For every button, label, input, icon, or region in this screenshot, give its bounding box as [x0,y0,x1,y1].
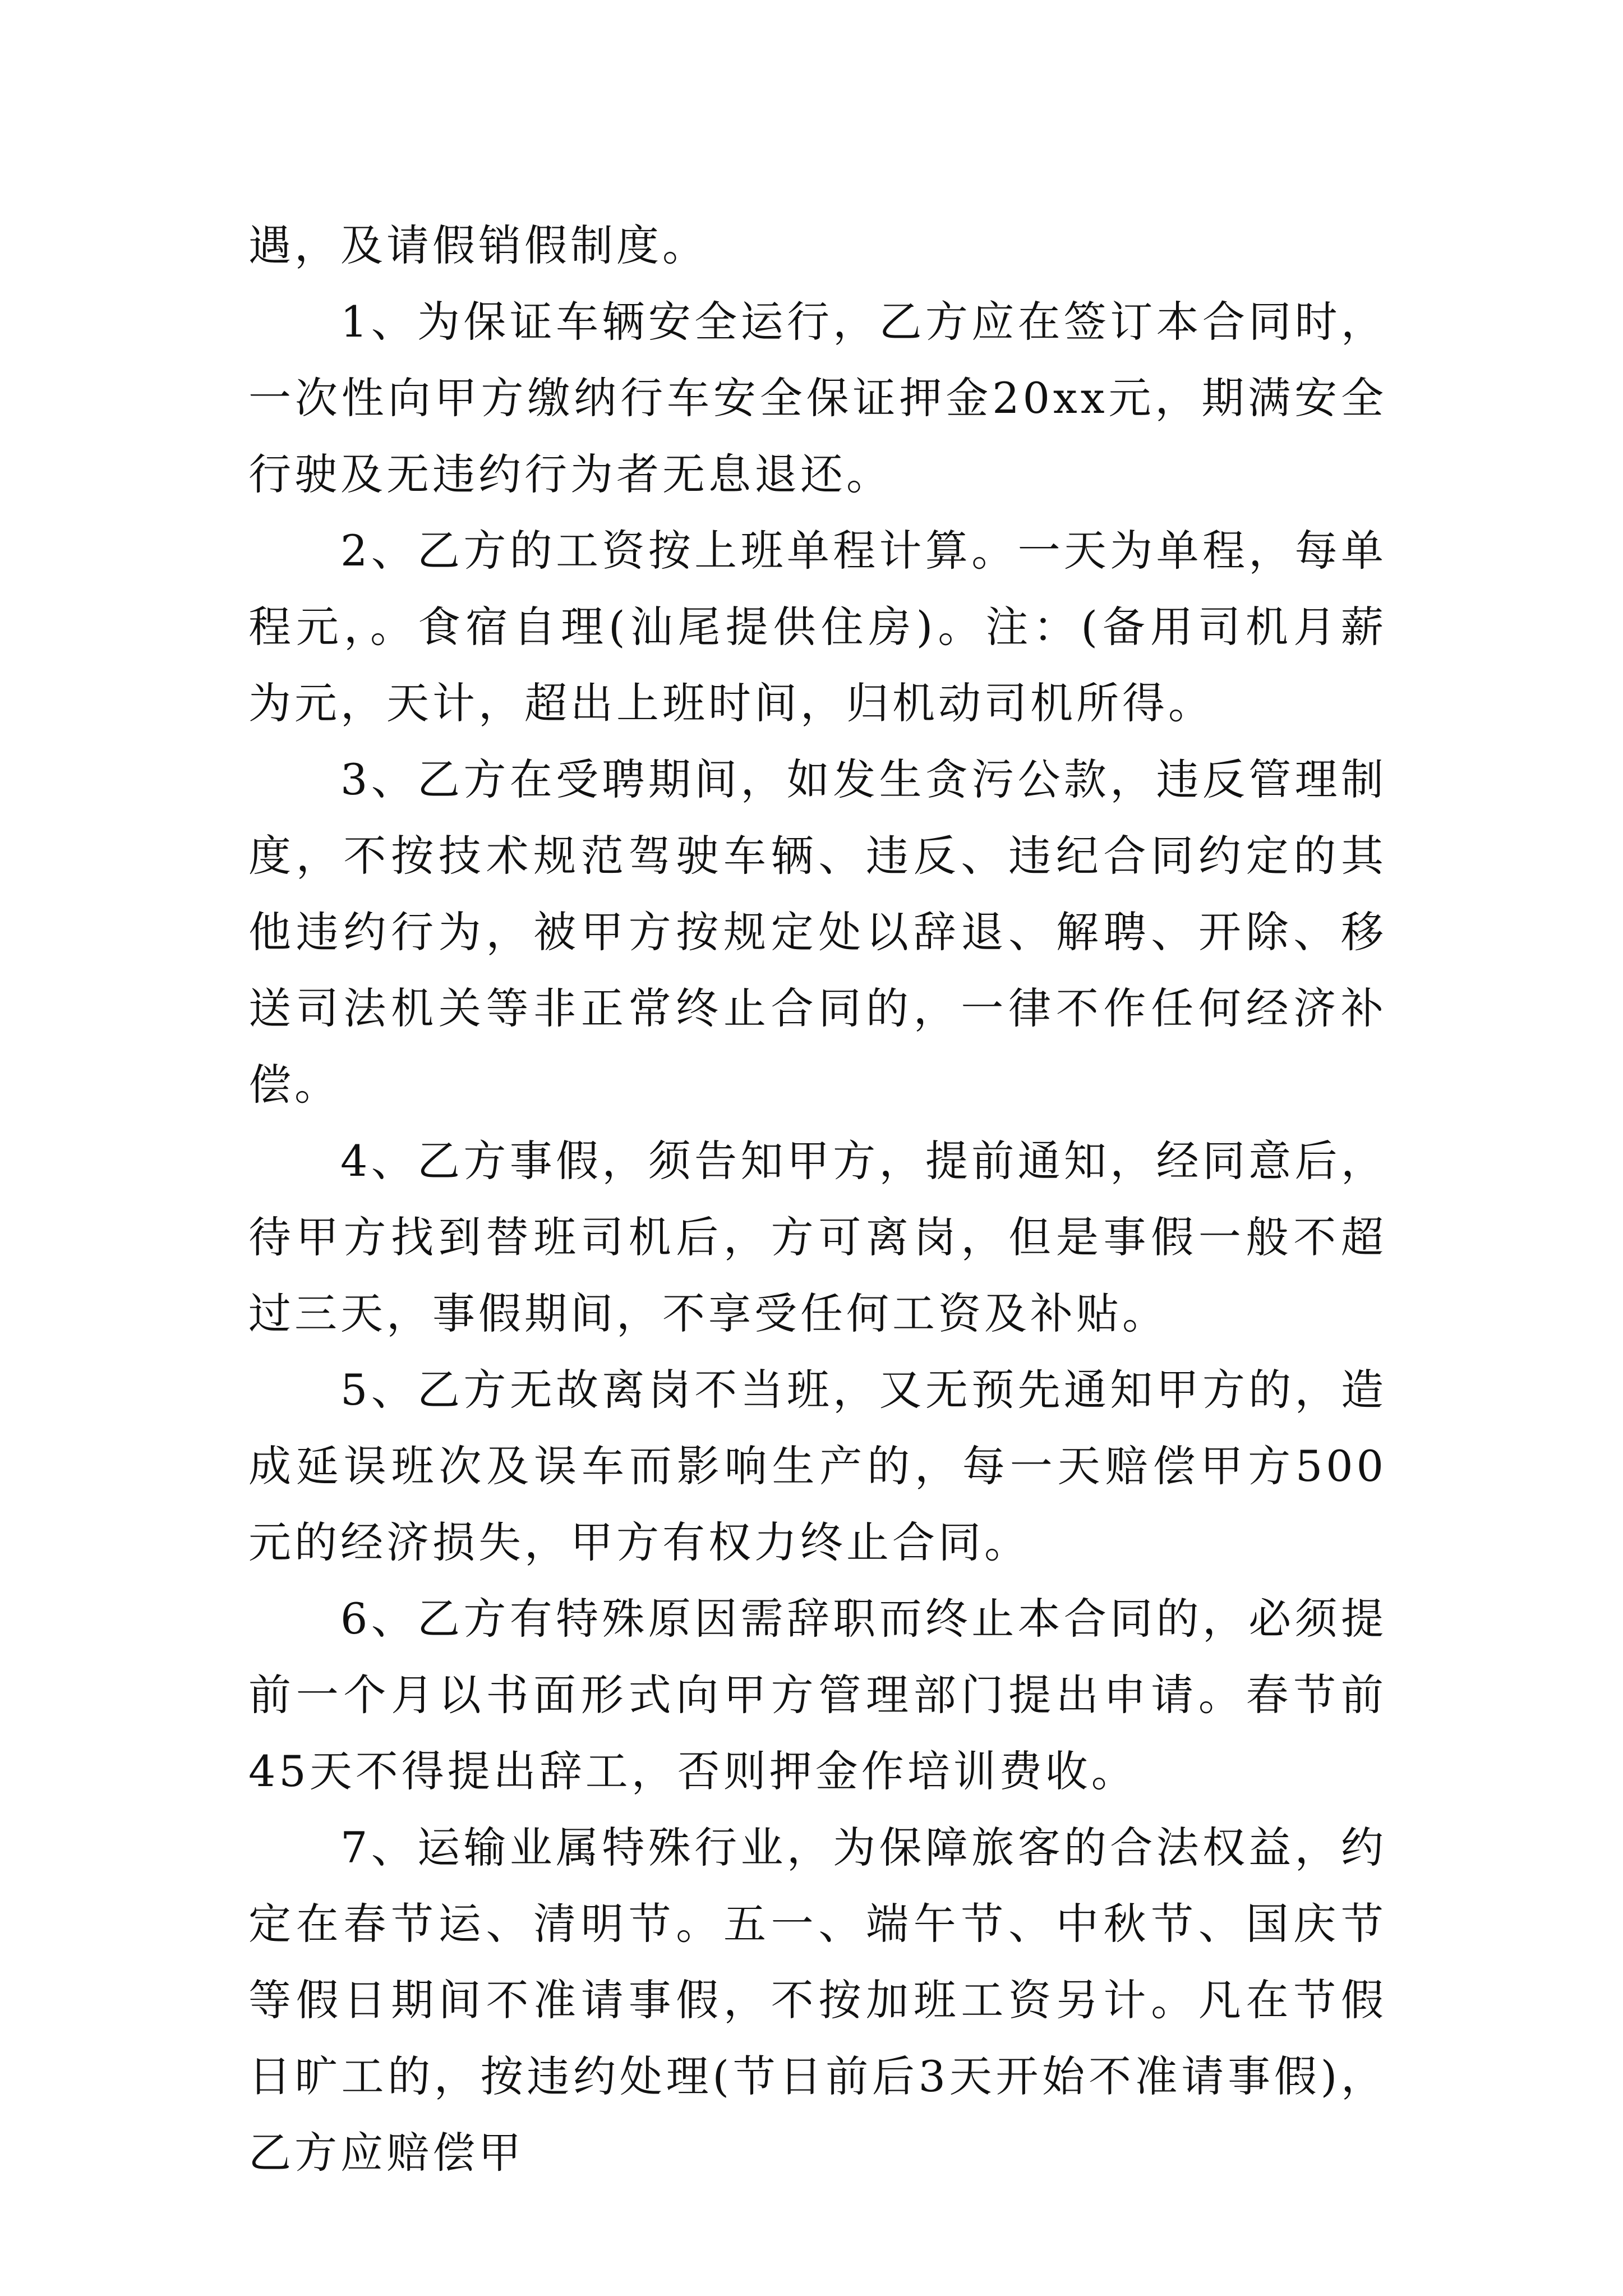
paragraph-clause-3: 3、乙方在受聘期间，如发生贪污公款，违反管理制度，不按技术规范驾驶车辆、违反、违纪合同约定的其他违约行为，被甲方按规定处以辞退、解聘、开除、移送司法机关等非正常终止合同的，一律不作任何经济补偿。 [248,754,1387,1110]
paragraph-continuation: 遇，及请假销假制度。 [248,220,708,270]
paragraph-clause-2: 2、乙方的工资按上班单程计算。一天为单程，每单程元，。食宿自理(汕尾提供住房)。注：(备用司机月薪为元，天计，超出上班时间，归机动司机所得。 [248,526,1387,728]
paragraph-clause-6: 6、乙方有特殊原因需辞职而终止本合同的，必须提前一个月以书面形式向甲方管理部门提出申请。春节前45天不得提出辞工，否则押金作培训费收。 [248,1594,1387,1796]
paragraph-clause-1: 1、为保证车辆安全运行，乙方应在签订本合同时，一次性向甲方缴纳行车安全保证押金20xx元，期满安全行驶及无违约行为者无息退还。 [248,297,1387,499]
document-body [248,208,1387,2191]
paragraph-clause-5: 5、乙方无故离岗不当班，又无预先通知甲方的，造成延误班次及误车而影响生产的，每一天赔偿甲方500元的经济损失，甲方有权力终止合同。 [248,1365,1387,1567]
paragraph-clause-7: 7、运输业属特殊行业，为保障旅客的合法权益，约定在春节运、清明节。五一、端午节、中秋节、国庆节等假日期间不准请事假，不按加班工资另计。凡在节假日旷工的，按违约处理(节日前后3天开始不准请事假)，乙方应赔偿甲 [248,1823,1387,2178]
paragraph-clause-4: 4、乙方事假，须告知甲方，提前通知，经同意后，待甲方找到替班司机后，方可离岗，但是事假一般不超过三天，事假期间，不享受任何工资及补贴。 [248,1136,1387,1338]
